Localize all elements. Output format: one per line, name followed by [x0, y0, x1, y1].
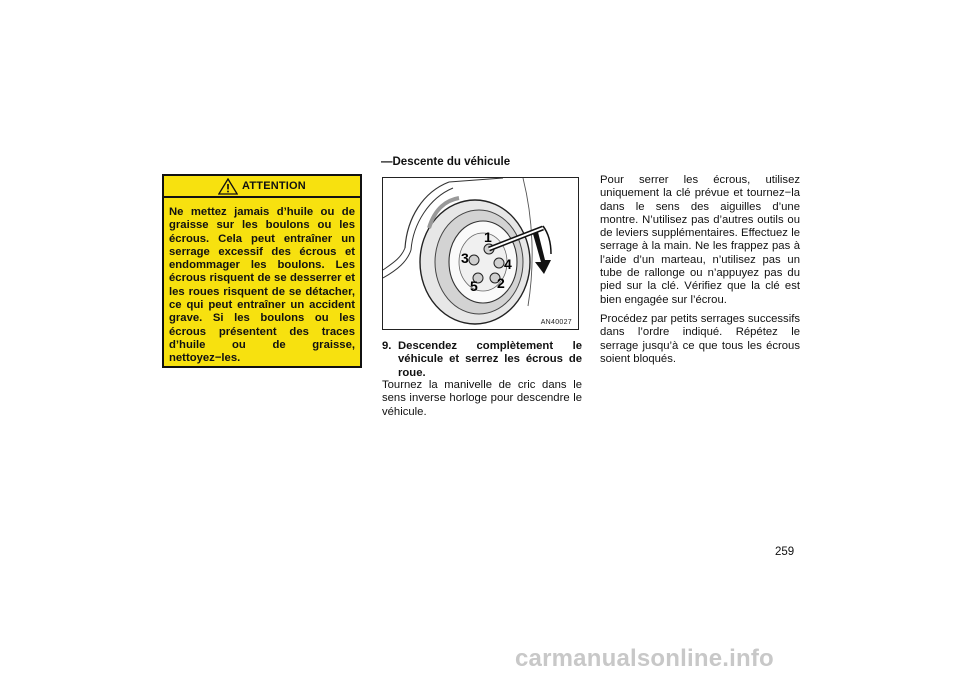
nut-number-4: 4: [504, 256, 512, 272]
step-9: [382, 340, 582, 380]
page-number: 259: [775, 546, 795, 558]
wheel-drawing: [383, 178, 578, 329]
attention-text: Ne mettez jamais d’huile ou de graisse sur les boulons ou les écrous. Cela peut entraîner un serrage excessif des écrous et endommager les boulons. Les écrous risquent de se desserrer et les roues risquent de se détacher, ce qui peut entraîner un accident grave. Si les boulons ou les écrous présentent des traces d’huile ou de graisse, nettoyez−les.: [169, 206, 355, 365]
attention-header: [164, 176, 360, 198]
right-column: [600, 174, 800, 372]
step-number: 9.: [382, 340, 392, 352]
lowering-paragraph: Tournez la manivelle de cric dans le sens inverse horloge pour descendre le véhicule.: [382, 379, 582, 418]
tightening-paragraph: Pour serrer les écrous, utilisez uniquement la clé prévue et tournez−la dans le sens des aiguilles d’une montre. N’utilisez pas d’autres outils ou de leviers supplémentaires. Effectuez le serrage à la main. Ne les frappez pas à l’aide d’un marteau, n’utilisez pas un tube de rallonge ou n’appuyez pas du pied sur la clé. Vérifiez que la clé est bien engagée sur l’écrou.: [600, 174, 800, 306]
figure-code: AN40027: [540, 319, 572, 326]
watermark: carmanualsonline.info: [515, 645, 774, 672]
attention-box: [162, 174, 362, 368]
nut-number-5: 5: [470, 278, 478, 294]
nut-number-1: 1: [484, 229, 492, 245]
warning-triangle-icon: [218, 178, 238, 195]
nut-number-3: 3: [461, 250, 469, 266]
attention-title: ATTENTION: [242, 180, 306, 192]
nut-number-2: 2: [497, 275, 505, 291]
wheel-illustration: [382, 177, 579, 330]
step-text: Descendez complètement le véhicule et serrez les écrous de roue.: [398, 340, 582, 379]
sequence-paragraph: Procédez par petits serrages successifs dans l’ordre indiqué. Répétez le serrage jusqu’à ce que tous les écrous soient bloqués.: [600, 312, 800, 365]
section-heading: —Descente du véhicule: [381, 156, 511, 168]
